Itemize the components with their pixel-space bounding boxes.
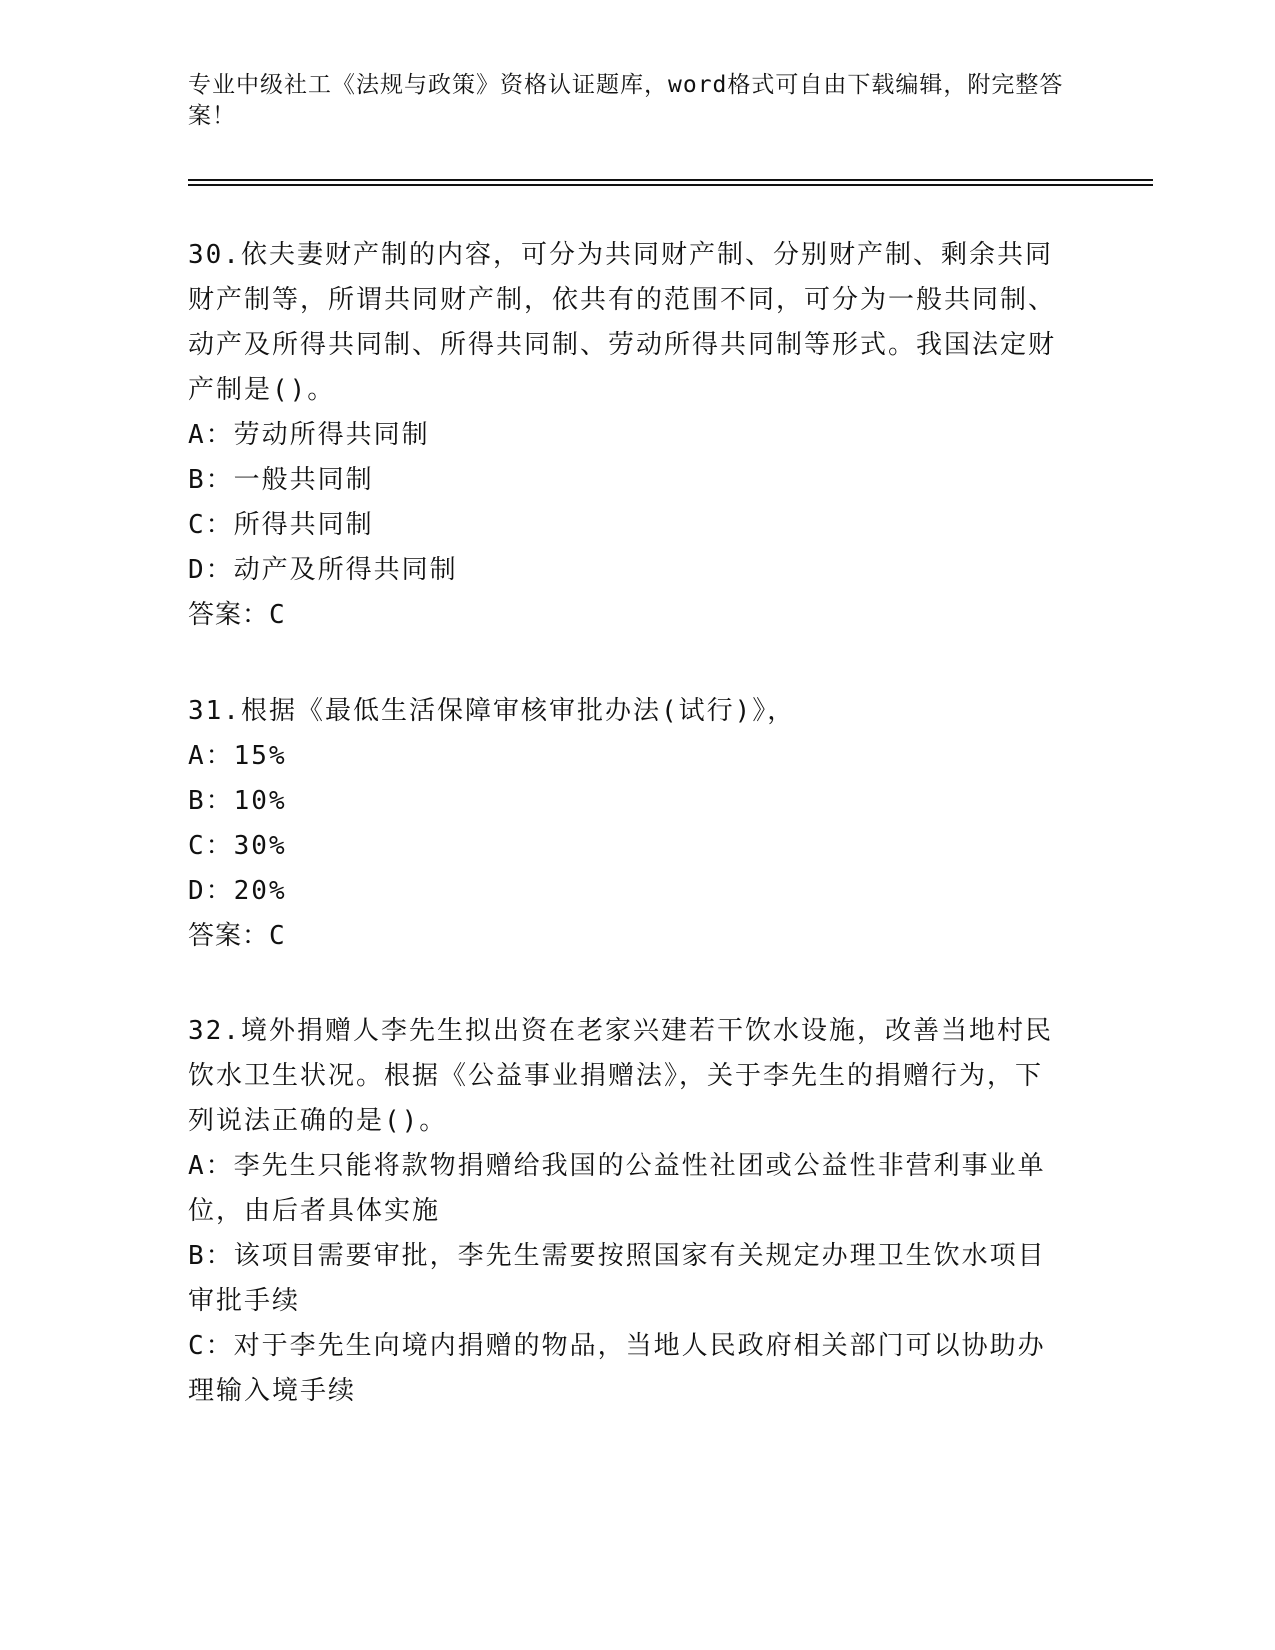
- answer-label: 答案：: [188, 600, 270, 630]
- header-note: 专业中级社工《法规与政策》资格认证题库，word格式可自由下载编辑，附完整答案！: [188, 72, 1064, 129]
- option-d: D：动产及所得共同制: [188, 555, 458, 585]
- header-divider-top: [188, 179, 1153, 181]
- question-31: [188, 689, 1068, 959]
- question-stem: 30.依夫妻财产制的内容，可分为共同财产制、分别财产制、剩余共同财产制等，所谓共同财产制，依共有的范围不同，可分为一般共同制、动产及所得共同制、所得共同制、劳动所得共同制等形式。我国法定财产制是()。: [188, 240, 1057, 405]
- header-divider-bottom: [188, 184, 1153, 186]
- option-a: A：15%: [188, 741, 287, 771]
- question-30: [188, 233, 1068, 638]
- option-b: B：一般共同制: [188, 465, 374, 495]
- option-b: B：10%: [188, 786, 287, 816]
- option-a: A：劳动所得共同制: [188, 420, 430, 450]
- answer-value: C: [269, 600, 286, 630]
- question-32: [188, 1009, 1068, 1414]
- answer-line: [188, 914, 1068, 959]
- question-stem: 31.根据《最低生活保障审核审批办法(试行)》，: [188, 696, 796, 726]
- option-b: B：该项目需要审批，李先生需要按照国家有关规定办理卫生饮水项目审批手续: [188, 1241, 1046, 1316]
- answer-value: C: [269, 921, 286, 951]
- option-c: C：30%: [188, 831, 287, 861]
- question-stem: 32.境外捐赠人李先生拟出资在老家兴建若干饮水设施，改善当地村民饮水卫生状况。根据《公益事业捐赠法》，关于李先生的捐赠行为，下列说法正确的是()。: [188, 1016, 1053, 1136]
- option-d: D：20%: [188, 876, 287, 906]
- answer-label: 答案：: [188, 921, 270, 951]
- option-c: C：对于李先生向境内捐赠的物品，当地人民政府相关部门可以协助办理输入境手续: [188, 1331, 1046, 1406]
- answer-line: [188, 593, 1068, 638]
- option-c: C：所得共同制: [188, 510, 374, 540]
- option-a: A：李先生只能将款物捐赠给我国的公益性社团或公益性非营利事业单位，由后者具体实施: [188, 1151, 1046, 1226]
